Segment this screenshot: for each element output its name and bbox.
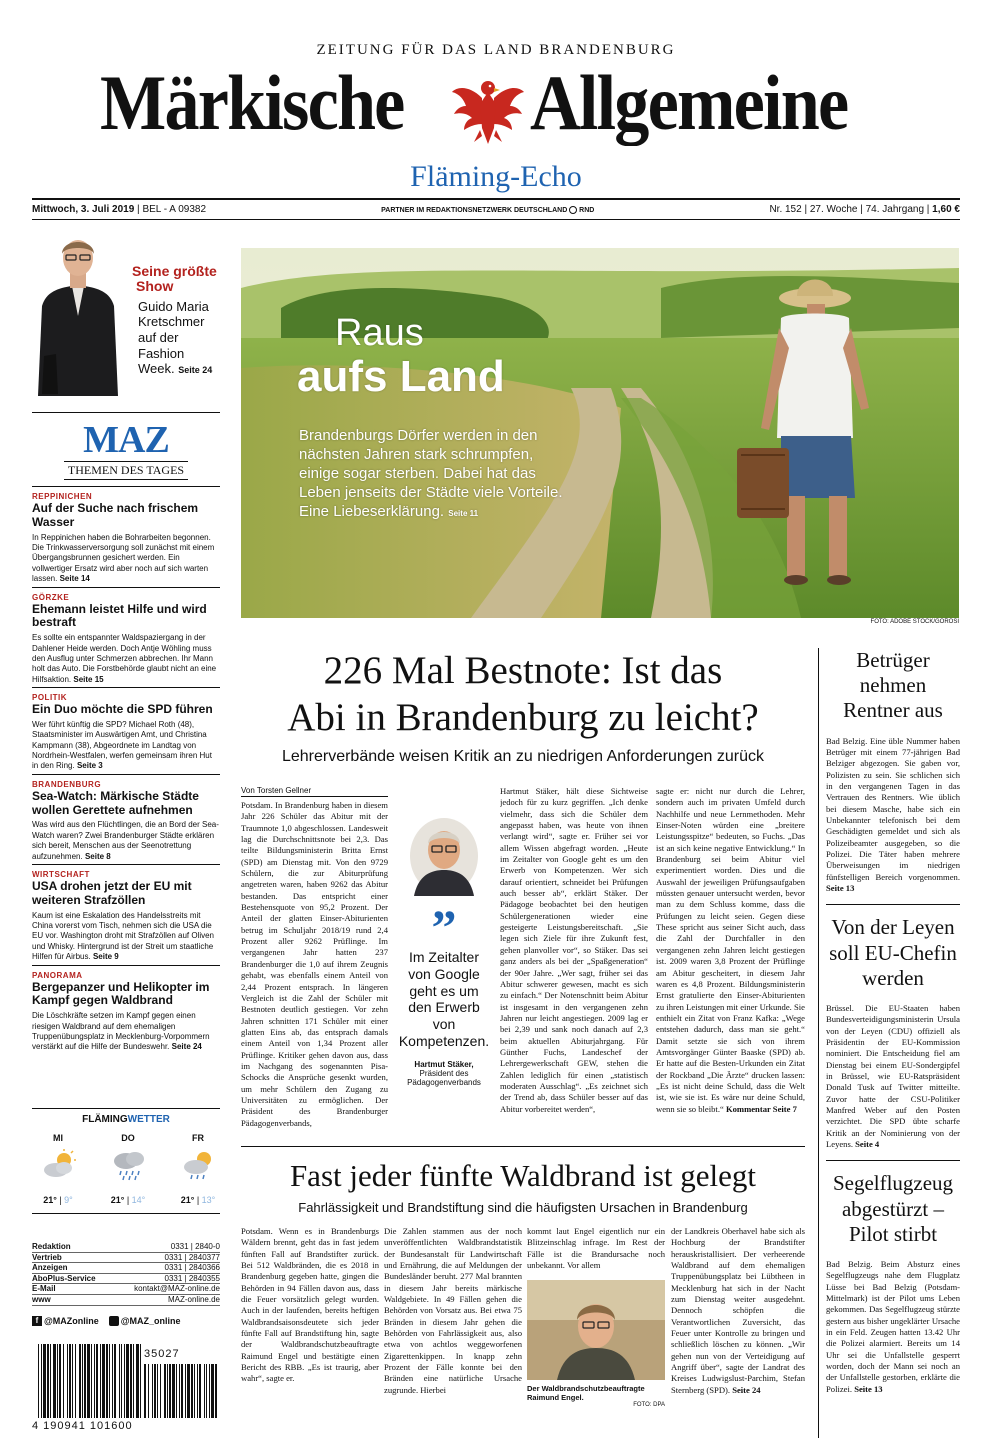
quote-text: Im Zeitalter von Google geht es um den Erwerb von Kompetenzen. [398, 949, 490, 1049]
main-col-3: sagte er: nicht nur durch die Lehrer, sondern auch im privaten Umfeld durch Nachhilfe und neue Lernmethoden. Mehr Einser-Noten würden eine „breitere Leistungsspitze“ bedeuten, so Fuchs. „Das ist an sich keine negative Entwicklung.“ In Brandenburg sei beim Abitur viel experimentiert worden. Dies und die Auswahl der jeweiligen Prüfungsaufgaben müssten genauer untersucht werden, bevor man zu dem Schluss komme, dass die Prüfungen zu leicht seien. Gegen diese These spricht aus seiner Sicht auch, dass die Zahl der Durchfaller in den vergangenen zehn Jahren leicht gestiegen ist. 2009 waren 3,8 Prozent der Prüflinge am Abitur gescheitert, in diesem Jahr waren es 4,8 Prozent. Bildungsministerin Ernst gratulierte den Einser-Abiturienten zu ihren Leistungen mit einer Urkunde. Sie enthielt ein Zitat von Franz Kafka: „Wege entstehen dadurch, dass man sie geht.“ Damit setzte sie sich von ihrem Amtsvorgänger Günter Baaske (SPD) ab. Er hatte auf die Besten-Urkunden ein Zitat der Rockband „Die Ärzte“ drucken lassen: „Es ist nicht deine Schuld, dass die Welt ist, wie sie ist. Es wäre nur deine Schuld, wenn sie so bleibt.“ Kommentar Seite 7 [656, 786, 805, 1114]
themes-title: THEMEN DES TAGES [64, 461, 188, 480]
theme-item[interactable] [32, 486, 220, 587]
right-column [826, 648, 960, 1395]
theme-item[interactable] [32, 965, 220, 1055]
partner-logo-text: RND [579, 206, 595, 214]
theme-head: USA drohen jetzt der EU mit weiteren Strafzöllen [32, 879, 192, 907]
issue-number: Nr. 152 [769, 204, 802, 215]
barcode-number: 4 190941 101600 [32, 1420, 133, 1432]
rnd-logo-icon [569, 206, 577, 214]
issue-week: 27. Woche [809, 204, 858, 215]
social-links [32, 1316, 220, 1326]
theme-label: GÖRZKE [32, 592, 70, 602]
second-col-1: Potsdam. Wenn es in Brandenburgs Wäldern brennt, geht das in fast jedem fünften Fall auf Brandstifter zurück. Bei 512 Waldbränden, die es 2018 in Brandenburg gegeben hatte, gingen die Behörden in 94 Fällen davon aus, dass die Feuer vorsätzlich gelegt wurden. Auch in der laufenden, bereits heftigen Waldbrandsaisonsdeutete sich jeder fünfte Fall auf Brandstiftung hin, sagte der Waldbrandschutzbeauftragte Raimund Engel und bestätigte einen Bericht des RBB. „Es ist traurig, aber wahr“, sagte er. [241, 1226, 379, 1384]
engel-caption: Der Waldbrandschutzbeauftragte Raimund Engel. FOTO: DPA [527, 1384, 665, 1409]
barcode-icon [38, 1344, 218, 1424]
theme-head: Sea-Watch: Märkische Städte wollen Gerettete aufnehmen [32, 788, 199, 817]
theme-item[interactable] [32, 587, 220, 688]
main-col-1: Potsdam. In Brandenburg haben in diesem Jahr 226 Schüler das Abitur mit der Traumnote 1,0 abgeschlossen. Landesweit lag die Durchschnittsnote bei 2,3. Das teilte Bildungsministerin Britta Ernst (SPD) am Dienstag mit. Von den 9729 Schülern, die zur Abiturprüfung angetreten waren, haben 9262 das Abitur bestanden. Das entspricht einer Bestehensquote von 95,2 Prozent. Der Anteil der glatten Einser-Abiturienten betrug im Schuljahr 2018/19 rund 2,4 Prozent aller 9262 Prüflinge. Im vergangenen Jahr hatten 237 Brandenburger die 1,0 auf ihrem Zeugnis gehabt, was ebenfalls einem Anteil von 2,44 Prozent entsprach. In längeren Vergleich ist die Zahl der Schüler mit Bestnoten deutlich gestiegen. Vor zehn Jahren schnitten 171 Schüler mit einer glatten Eins ab, das entsprach damals einem Anteil von 1,34 Prozent aller Prüflinge. Kritiker gehen davon aus, dass im Nachgang des sogenannten Pisa-Schocks die Ansprüche gesenkt wurden, um mehr Schülern den Zugang zu Universitäten zu ermöglichen. Der Präsident des Brandenburger Pädagogenverbands, [241, 800, 388, 1128]
barcode-addon: 35027 [144, 1348, 180, 1360]
bel-code: BEL - A 09382 [142, 204, 207, 215]
masthead-tagline: ZEITUNG FÜR DAS LAND BRANDENBURG [316, 42, 676, 58]
weather-temp: 21° | 13° [180, 1195, 216, 1205]
rain-cloud-icon [112, 1149, 148, 1181]
weather-day: MI [53, 1133, 63, 1143]
masthead-title-left: Märkische [100, 59, 404, 146]
promo-portrait [32, 226, 124, 396]
second-col-3: kommt laut Engel eigentlich nur ein Blitzeinschlag infrage. Im Rest der Fälle ist die Brandursache noch unbekannt. Vor allem [527, 1226, 665, 1271]
second-headline[interactable]: Fast jeder fünfte Waldbrand ist gelegt [289, 1158, 757, 1193]
right-article[interactable] [826, 904, 960, 1150]
promo-headline-2: Show [136, 278, 174, 295]
weather-temp: 21° | 9° [43, 1195, 73, 1205]
left-column [32, 226, 220, 1055]
hero-title-2: aufs Land [297, 352, 505, 401]
right-headline: Von der Leyen soll EU-Chefin werden [829, 915, 957, 990]
quote-box [398, 800, 490, 1140]
quote-role: Präsident des Pädagogenverbands [407, 1068, 481, 1087]
contacts-table: Redaktion 0331 | 2840-0 Vertrieb 0331 | 2840377 Anzeigen 0331 | 2840366 AboPlus-Service 0331 | 2840355 E-Mail kontakt@MAZ-online.de www MAZ-online.de [32, 1242, 220, 1304]
right-headline: Segelflugzeug abgestürzt – Pilot stirbt [832, 1171, 954, 1246]
theme-head: Auf der Suche nach frischem Wasser [32, 501, 199, 529]
themes-list [32, 486, 220, 1055]
second-col-4: der Landkreis Oberhavel habe sich als Hochburg der Brandstifter herauskristallisiert. Der verheerende Waldbrand auf dem ehemaligen Truppenübungsplatz bei Lübtheen in Mecklenburg hat sich in der Nacht zum Dienstag weiter ausgedehnt. Dennoch schöpfen die Verantwortlichen Zuversicht, das Feuer unter Kontrolle zu bringen und schließlich löschen zu können. „Wir gehen nun von der Verteidigung auf Angriff über“, sagte der Landrat des Kreises Ludwigslust-Parchim, Stefan Sternberg (SPD). Seite 24 [671, 1226, 805, 1395]
promo-body: Guido Maria Kretschmer auf der Fashion Week. Seite 24 [138, 298, 213, 377]
issue-price: 1,60 € [932, 204, 960, 215]
brandenburg-eagle-icon [450, 72, 526, 148]
hero-credit: FOTO: ADOBE STOCK/GOROSI [870, 619, 959, 625]
issue-date: Mittwoch, 3. Juli 2019 [32, 204, 135, 215]
sun-cloud-icon [182, 1149, 218, 1181]
hero-page-ref: Seite 11 [448, 509, 479, 519]
issue-year: 74. Jahrgang [865, 204, 925, 215]
theme-item[interactable] [32, 687, 220, 774]
barcode [32, 1344, 220, 1434]
hero-body: Brandenburgs Dörfer werden in den nächsten Jahren stark schrumpfen, einige sogar sterben. Dabei hat das Leben jenseits der Städte viele Vorteile. Eine Liebeserklärung. Seite 11 [299, 427, 563, 521]
theme-label: BRANDENBURG [32, 779, 102, 789]
theme-body: Es sollte ein entspannter Waldspaziergang in der Dahlener Heide werden. Doch Antje Wöhling muss den Ausflug unter Schmerzen abbrechen. Ihr Mann holt das Auto. Die Forstbehörde glaubt nicht an eine Hilfsaktion. Seite 15 [32, 633, 217, 684]
info-bar: Mittwoch, 3. Juli 2019 | BEL - A 09382 PARTNER IM REDAKTIONSNETZWERK DEUTSCHLAND RND Nr. 152 | 27. Woche | 74. Jahrgang | 1,60 € [32, 198, 960, 220]
second-col-2: Die Zahlen stammen aus der noch unveröffentlichten Waldbrandstatistik der Bundesanstalt für Landwirtschaft und Ernährung, die auf Meldungen der Bundesländer beruht. 277 Mal brannten in diesem Jahr bereits märkische Waldgebiete. In 49 Fällen gehen die Behörden von Vorsatz aus. Bei etwa 75 Bränden in diesem Jahr gehen die Behörden von Fahrlässigkeit aus, also etwa von achtlos weggeworfenen Zigarettenkippen. In knapp zehn Prozent der Fälle konnte bei den Bränden eine natürliche Ursache zugrunde. Hierbei [384, 1226, 522, 1395]
second-subhead: Fahrlässigkeit und Brandstiftung sind die häufigsten Ursachen in Brandenburg [298, 1200, 748, 1215]
theme-body: Kaum ist eine Eskalation des Handelsstreits mit China vorerst vom Tisch, nehmen sich die USA die EU vor. Washington droht mit Strafzöllen auf Oliven und Whisky. Hintergrund ist der Streit um staatliche Hilfen für Airbus. Seite 9 [32, 910, 215, 962]
main-byline: Von Torsten Gellner [241, 786, 388, 797]
contacts-box [32, 1242, 220, 1326]
quote-name: Hartmut Stäker, [414, 1059, 474, 1069]
weather-temp: 21° | 14° [110, 1195, 146, 1205]
main-subhead: Lehrerverbände weisen Kritik an zu niedrigen Anforderungen zurück [281, 748, 765, 765]
right-body: Bad Belzig. Beim Absturz eines Segelflugzeugs nahe dem Flugplatz Lüsse bei Bad Belzig (Potsdam-Mittelmark) ist der Pilot ums Leben gekommen. Das Segelflugzeug stürzte gestern aus bisher ungeklärter Ursache in ein Feld. Zeugen hatten 13.42 Uhr die Polizei alarmiert. Bereits um 14 Uhr sei die Unfallstelle gesperrt worden, doch der Mann sei noch an der Unfallstelle gestorben, erklärte die Polizei. Seite 13 [826, 1258, 960, 1394]
interviewee-photo [408, 812, 480, 896]
quote-mark-icon: ” [431, 899, 457, 955]
sun-cloud-icon [42, 1149, 78, 1179]
edition-name: Fläming-Echo [410, 160, 582, 193]
hero-title-1: Raus [335, 312, 424, 354]
themes-box [32, 421, 220, 480]
partner-text: PARTNER IM REDAKTIONSNETZWERK DEUTSCHLAND [381, 206, 568, 214]
promo-page-ref: Seite 24 [178, 365, 213, 376]
theme-body: Wer führt künftig die SPD? Michael Roth (48), Staatsminister im Auswärtigen Amt, und Christina Kampmann (38), Abgeordnete im Landtag von Nordrhein-Westfalen, werfen gemeinsam ihren Hut in den Ring. Seite 3 [32, 719, 212, 771]
right-headline: Betrüger nehmen Rentner aus [843, 648, 943, 723]
theme-head: Bergepanzer und Helikopter im Kampf gegen Waldbrand [32, 979, 210, 1008]
theme-head: Ein Duo möchte die SPD führen [32, 702, 213, 717]
facebook-handle[interactable]: @MAZonline [44, 1315, 99, 1326]
maz-logo: MAZ [83, 419, 169, 461]
weather-day: DO [121, 1133, 135, 1143]
main-col-2: Hartmut Stäker, hält diese Sichtweise jedoch für zu kurz gegriffen. „Ich denke vielmehr, dass sich die Schüler dem angepasst haben, was heute von ihnen verlangt wird“, sagte er. Früher sei vor allem Wissen abgefragt worden. „Heute im Zeitalter von Google geht es um den Erwerb von Kompetenzen. Wer sich darauf orientiert, schneidet bei Prüfungen auch besser ab“, erklärt Stäker. Der Pädagoge beobachtet bei den heutigen Schülergenerationen wieder eine gesteigerte Leistungsbereitschaft. „Sie legen sich Ziele für ihre Zukunft fest, gehen planvoller vor“, so Stäker. Das sei ganz anders als bei der „Spaßgeneration“ der 90er Jahre. „Wer sagt, früher sei das Abitur schwerer gewesen, macht es sich zu einfach.“ Der Notenschnitt beim Abitur ist insgesamt in den vergangenen zehn Jahren nur leicht angestiegen. 2009 lag er bei 2,39 und sank noch danach auf 2,3 beim aktuellen Abiturjahrgang. Für Günther Fuchs, Landeschef der Lehrergewerkschaft GEW, stehen die Zahlen lediglich für einen „statistisch moderaten Ausschlag“. „Es zeichnet sich der Trend ab, dass Schüler besser auf das Abitur vorbereitet werden“, [500, 786, 648, 1114]
comment-ref: Kommentar Seite 7 [725, 1103, 797, 1114]
theme-label: POLITIK [32, 693, 68, 703]
right-article[interactable] [826, 648, 960, 894]
theme-head: Ehemann leistet Hilfe und wird bestraft [32, 601, 207, 630]
masthead-title-right: Allgemeine [530, 59, 848, 146]
main-headline[interactable]: 226 Mal Bestnote: Ist das Abi in Brandenburg zu leicht? [287, 649, 759, 739]
promo-teaser[interactable] [32, 226, 220, 408]
facebook-icon: f [32, 1316, 42, 1326]
theme-label: PANORAMA [32, 970, 83, 980]
weather-title: FLÄMINGWETTER [82, 1114, 170, 1125]
right-body: Bad Belzig. Eine üble Nummer haben Betrüger mit einem 77-jährigen Bad Belziger abgezogen. Sie gaben vor, Polizisten zu sein. Sie schlichen sich in den vergangenen Tagen in das Vertrauen des Rentners. Wie üblich bei diesem Masche, habe sich ein Unbekannter telefonisch bei dem Geschädigten gemeldet und sich als Polizeibeamter ausgegeben, so die Polizei. Die Täter haben mehrere Überweisungen im niedrigen fünfstelligen Bereich vorgenommen. Seite 13 [826, 735, 960, 894]
weather-box [32, 1108, 220, 1214]
hero-image[interactable] [241, 248, 959, 618]
theme-item[interactable] [32, 774, 220, 864]
theme-item[interactable] [32, 864, 220, 965]
theme-body: In Reppinichen haben die Bohrarbeiten begonnen. Die Trinkwasserversorgung soll zunächst mit einem Übergangsbrunnen gesichert werden. Ein vollwertiger Ersatz wird aber noch auf sich warten lassen. Seite 14 [32, 532, 215, 584]
right-article[interactable] [826, 1160, 960, 1395]
engel-photo [527, 1280, 665, 1380]
twitter-handle[interactable]: @MAZ_online [120, 1315, 181, 1326]
twitter-icon [109, 1316, 119, 1326]
theme-label: WIRTSCHAFT [32, 870, 90, 879]
theme-label: REPPINICHEN [32, 492, 93, 501]
theme-body: Die Löschkräfte setzen im Kampf gegen einen riesigen Waldbrand auf dem ehemaligen Truppenübungsplatz in Mecklenburg-Vorpommern verstärkt auf die Hilfe der Bundeswehr. Seite 24 [32, 1011, 210, 1052]
theme-body: Was wird aus den Flüchtlingen, die an Bord der Sea-Watch waren? Zwei Brandenburger Städte erklären sich bereit, Menschen aus der Seenotrettung aufzunehmen. Seite 8 [32, 820, 219, 861]
promo-headline-1: Seine größte [132, 263, 217, 279]
weather-day: FR [192, 1133, 204, 1143]
right-body: Brüssel. Die EU-Staaten haben Bundesverteidigungsministerin Ursula von der Leyen (CDU) offiziell als Präsidentin der EU-Kommission nominiert. Die Entscheidung fiel am Dienstag bei einem EU-Sondergipfel in Brüssel, wie EU-Ratspräsident Donald Tusk auf Twitter mitteilte. Zuvor hatte der CSU-Politiker Manfred Weber auf den Posten verzichtet. Die SPD übte scharfe Kritik an der Nominierung von der Leyens. Seite 4 [826, 1002, 960, 1150]
